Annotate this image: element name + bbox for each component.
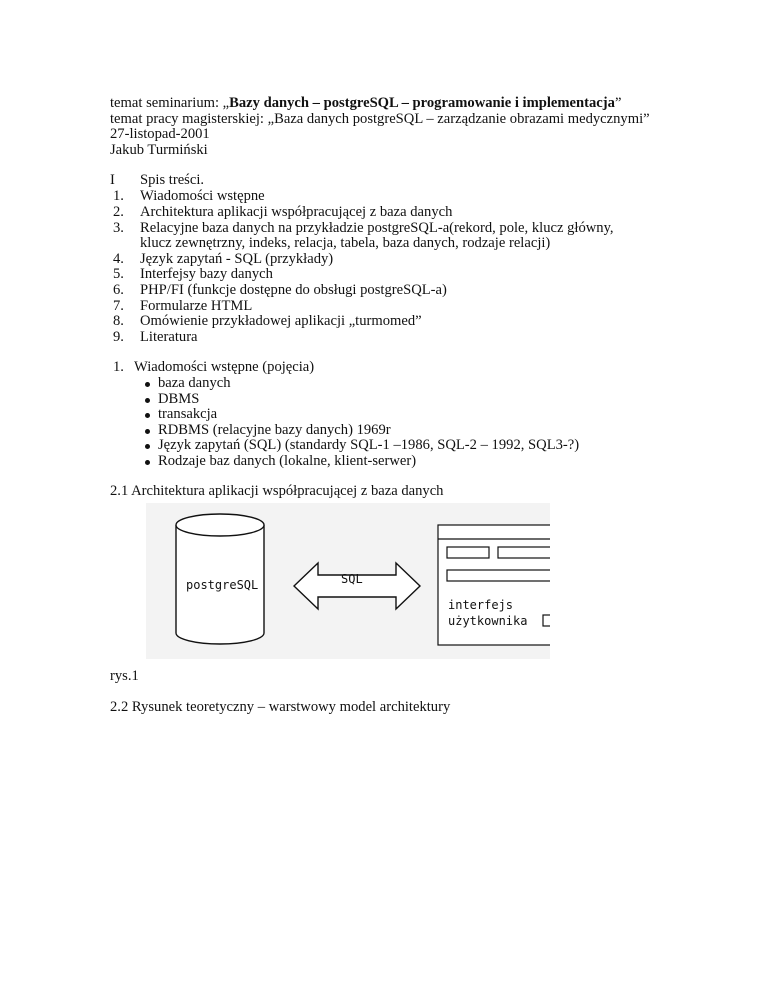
toc-list (110, 189, 730, 345)
bullet-item: Rodzaje baz danych (lokalne, klient-serwer) (110, 454, 730, 470)
document-page (110, 96, 730, 715)
toc-item: 5. Interfejsy bazy danych (113, 266, 273, 283)
document-date: 27-listopad-2001 (110, 126, 210, 143)
section-2-2-heading: 2.2 Rysunek teoretyczny – warstwowy model architektury (110, 698, 451, 715)
section-1-heading: 1. Wiadomości wstępne (pojęcia) (113, 359, 315, 376)
toc-heading (110, 173, 730, 189)
sql-arrow-label: SQL (341, 572, 363, 587)
toc-item: 3. Relacyjne baza danych na przykładzie postgreSQL-a(rekord, pole, klucz główny, klucz zewnętrzny, indeks, relacja, tabela, baza danych, rodzaje relacji) (113, 219, 614, 252)
bullet-item: RDBMS (relacyjne bazy danych) 1969r (110, 423, 730, 439)
section-1-bullets (110, 376, 730, 470)
database-label: postgreSQL (186, 578, 259, 593)
bullet-item: baza danych (110, 376, 730, 392)
architecture-diagram (110, 503, 550, 663)
figure-caption: rys.1 (110, 668, 139, 685)
architecture-figure (110, 503, 550, 663)
toc-item: 6. PHP/FI (funkcje dostępne do obsługi postgreSQL-a) (113, 281, 447, 298)
toc-roman-numeral: I (110, 172, 115, 189)
thesis-topic: temat pracy magisterskiej: „Baza danych postgreSQL – zarządzanie obrazami medycznymi” (110, 110, 650, 127)
toc-item: 1. Wiadomości wstępne (113, 188, 265, 205)
toc-item: 9. Literatura (113, 328, 198, 345)
toc-item: 4. Język zapytań - SQL (przykłady) (113, 250, 334, 267)
seminar-topic: temat seminarium: „Bazy danych – postgreSQL – programowanie i implementacja” (110, 95, 622, 111)
bullet-item: DBMS (110, 392, 730, 408)
ui-label-line-2: użytkownika (448, 614, 528, 629)
ui-label-line-1: interfejs (448, 598, 514, 613)
toc-title: Spis treści. (140, 172, 205, 189)
seminar-title: Bazy danych – postgreSQL – programowanie i implementacja (229, 95, 615, 111)
toc-item: 8. Omówienie przykładowej aplikacji „turmomed” (113, 313, 422, 330)
bullet-item: Język zapytań (SQL) (standardy SQL-1 –1986, SQL-2 – 1992, SQL3-?) (110, 438, 730, 454)
toc-item: 2. Architektura aplikacji współpracującej z baza danych (113, 203, 453, 220)
author-name: Jakub Turmiński (110, 141, 208, 158)
bullet-item: transakcja (110, 407, 730, 423)
section-2-1-heading: 2.1 Architektura aplikacji współpracującej z baza danych (110, 483, 444, 500)
toc-item: 7. Formularze HTML (113, 297, 253, 314)
